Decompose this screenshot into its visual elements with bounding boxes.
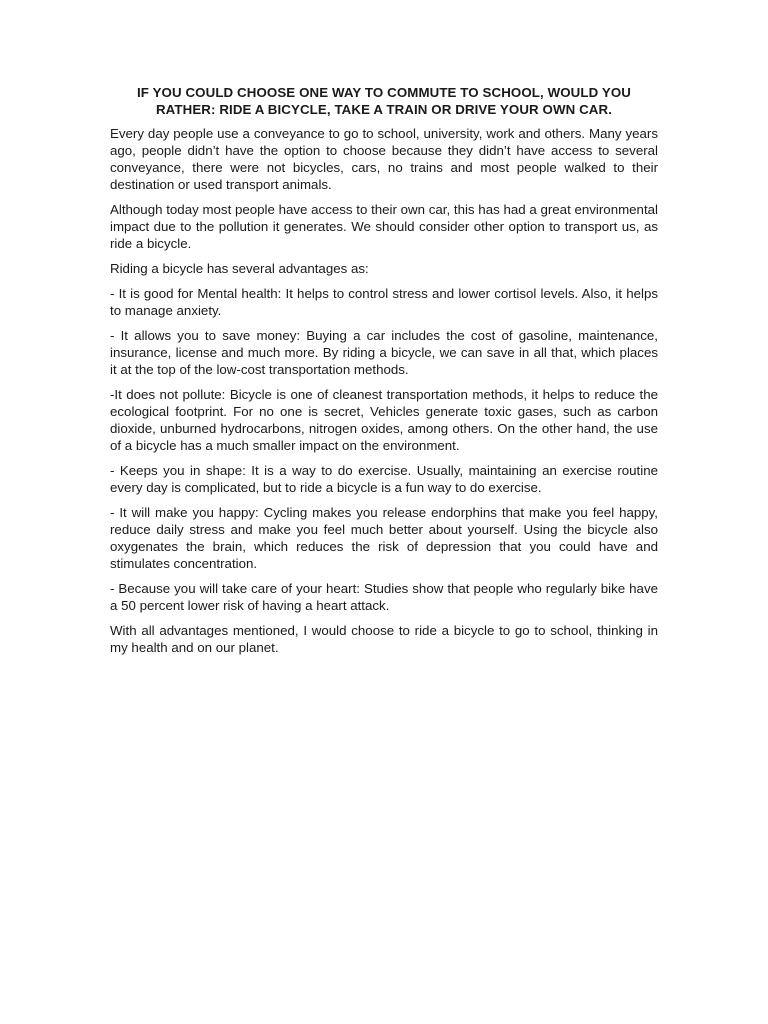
paragraph-no-pollution: -It does not pollute: Bicycle is one of cleanest transportation methods, it helps to reduce the ecological footprint. For no one is secret, Vehicles generate toxic gases, such as carbon dioxide, unburned hydrocarbons, nitrogen oxides, among others. On the other hand, the use of a bicycle has a much smaller impact on the environment. — [110, 387, 658, 453]
paragraph-mental-health: - It is good for Mental health: It helps to control stress and lower cortisol levels. Also, it helps to manage anxiety. — [110, 286, 658, 318]
document-page — [110, 84, 658, 664]
paragraph-advantages-intro: Riding a bicycle has several advantages as: — [110, 261, 369, 276]
paragraph-save-money: - It allows you to save money: Buying a car includes the cost of gasoline, maintenance, insurance, license and much more. By riding a bicycle, we can save in all that, which places it at the top of the low-cost transportation methods. — [110, 328, 658, 377]
paragraph-intro: Every day people use a conveyance to go to school, university, work and others. Many years ago, people didn’t have the option to choose because they didn’t have access to several conveyance, there were not bicycles, cars, no trains and most people walked to their destination or used transport animals. — [110, 126, 658, 192]
paragraph-happiness: - It will make you happy: Cycling makes you release endorphins that make you feel happy, reduce daily stress and make you feel much better about yourself. Using the bicycle also oxygenates the brain, which reduces the risk of depression that you could have and stimulates concentration. — [110, 505, 658, 571]
paragraph-conclusion: With all advantages mentioned, I would choose to ride a bicycle to go to school, thinking in my health and on our planet. — [110, 623, 658, 655]
paragraph-heart: - Because you will take care of your heart: Studies show that people who regularly bike have a 50 percent lower risk of having a heart attack. — [110, 581, 658, 613]
paragraph-keeps-in-shape: - Keeps you in shape: It is a way to do exercise. Usually, maintaining an exercise routine every day is complicated, but to ride a bicycle is a fun way to do exercise. — [110, 463, 658, 495]
document-title: IF YOU COULD CHOOSE ONE WAY TO COMMUTE TO SCHOOL, WOULD YOU RATHER: RIDE A BICYCLE, TAKE A TRAIN OR DRIVE YOUR OWN CAR. — [137, 85, 631, 117]
paragraph-environment: Although today most people have access to their own car, this has had a great environmental impact due to the pollution it generates. We should consider other option to transport us, as ride a bicycle. — [110, 202, 658, 251]
